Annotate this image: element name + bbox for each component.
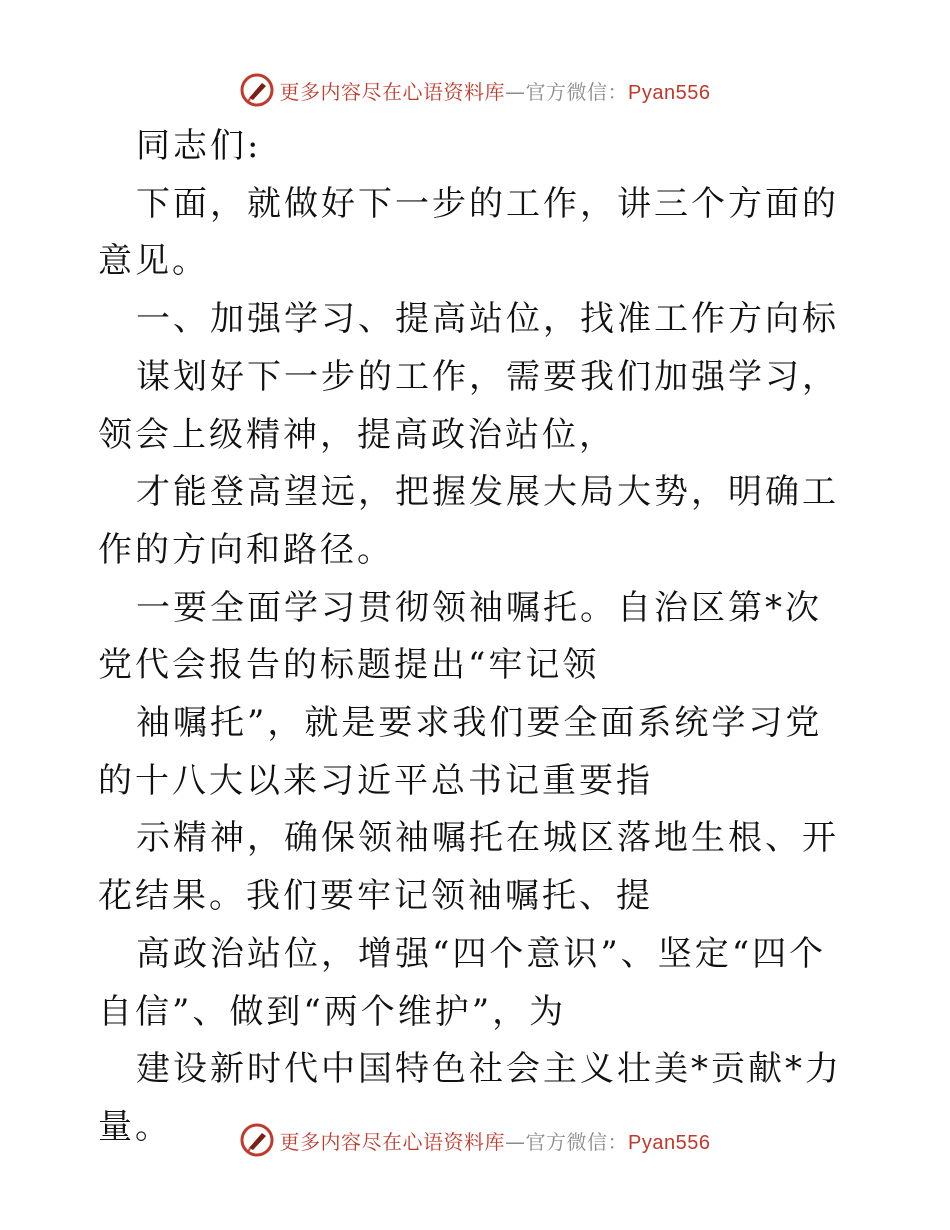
header-banner [0,70,950,110]
footer-banner [0,1120,950,1160]
paragraph: 高政治站位，增强“四个意识”、坚定“四个自信”、做到“两个维护”，为 [98,933,827,1032]
header-banner-dash: — [505,79,526,104]
pen-logo-icon [240,1123,274,1157]
paragraph: 下面，就做好下一步的工作，讲三个方面的意见。 [98,183,839,282]
paragraph: 一要全面学习贯彻领袖嘱托。自治区第*次党代会报告的标题提出“牢记领 [98,587,822,686]
footer-banner-dash: — [505,1129,526,1154]
footer-banner-lead: 更多内容尽在心语资料库 [279,1129,506,1154]
paragraph: 示精神，确保领袖嘱托在城区落地生根、开花结果。我们要牢记领袖嘱托、提 [98,818,839,917]
header-banner-wechat-id: Pyan556 [628,81,711,104]
header-banner-wechat-label: 官方微信： [525,79,629,104]
paragraph: 同志们: [136,126,262,166]
section-heading: 一、加强学习、提高站位，找准工作方向标 [136,299,839,340]
footer-banner-text [280,1126,711,1155]
footer-banner-wechat-label: 官方微信： [525,1129,629,1154]
paragraph: 袖嘱托”，就是要求我们要全面系统学习党的十八大以来习近平总书记重要指 [98,703,823,801]
paragraph: 建设新时代中国特色社会主义壮美*贡献*力量。 [98,1049,842,1147]
pen-logo-icon [240,73,274,107]
paragraph: 谋划好下一步的工作，需要我们加强学习，领会上级精神，提高政治站位， [98,356,839,455]
speech-body [98,118,858,1157]
header-banner-text [280,76,711,105]
header-banner-lead: 更多内容尽在心语资料库 [279,79,506,104]
footer-banner-wechat-id: Pyan556 [628,1131,711,1154]
paragraph: 才能登高望远，把握发展大局大势，明确工作的方向和路径。 [98,472,839,570]
